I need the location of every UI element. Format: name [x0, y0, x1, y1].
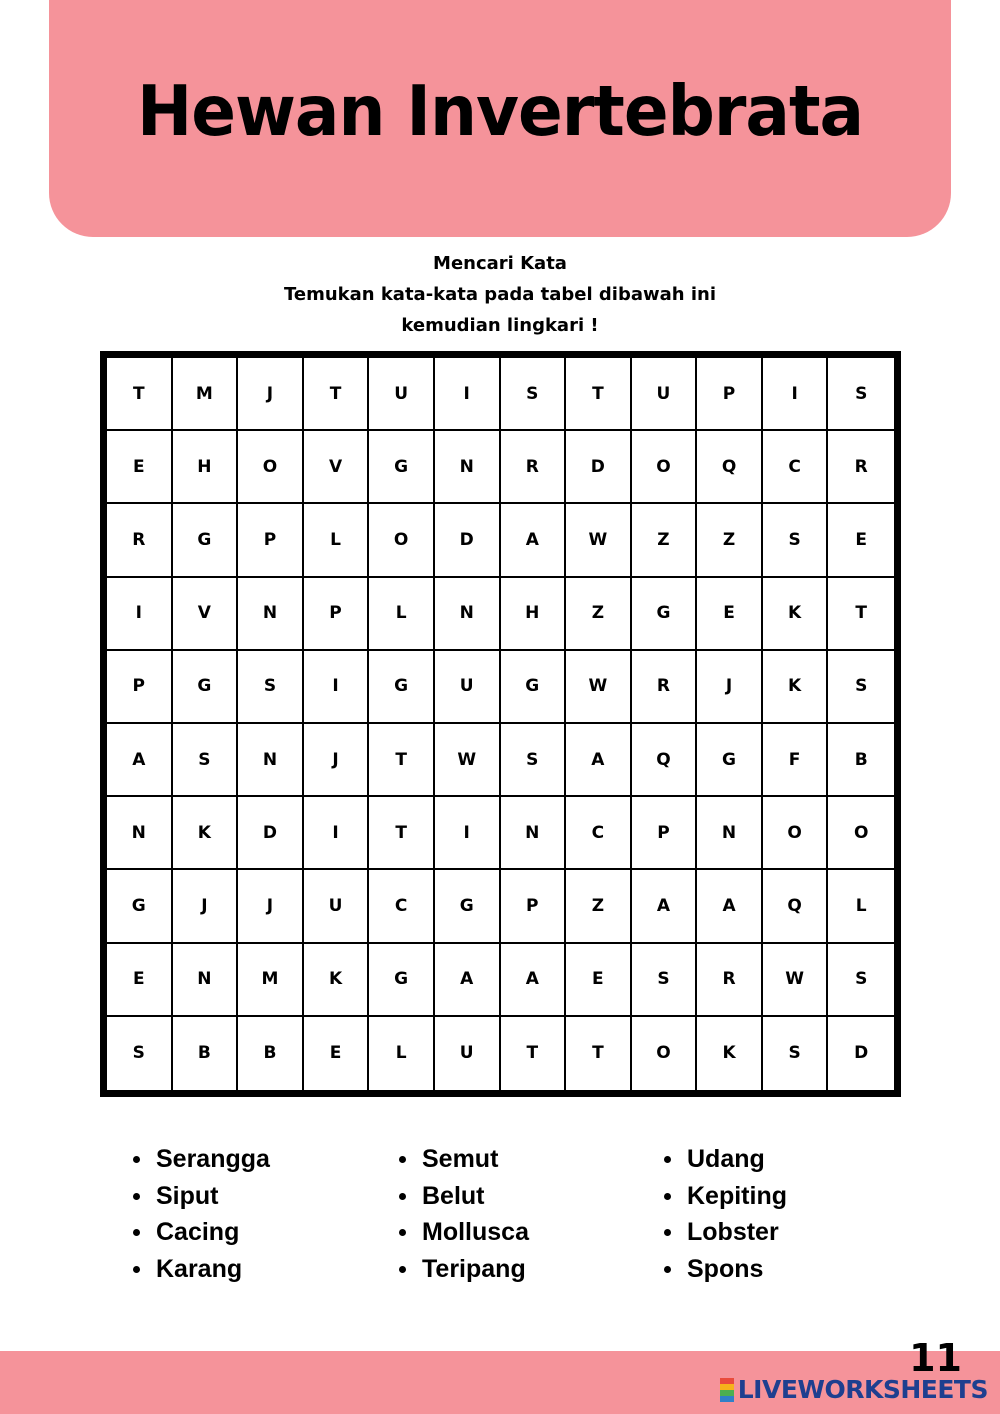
grid-cell[interactable]: G — [632, 578, 698, 651]
grid-cell[interactable]: W — [435, 724, 501, 797]
grid-cell[interactable]: N — [435, 431, 501, 504]
grid-cell[interactable]: R — [697, 944, 763, 1017]
liveworksheets-logo-icon — [720, 1378, 734, 1402]
grid-cell[interactable]: R — [501, 431, 567, 504]
grid-cell[interactable]: H — [501, 578, 567, 651]
grid-cell[interactable]: R — [632, 651, 698, 724]
word-list-column-2 — [397, 1141, 529, 1287]
word-search-grid — [100, 351, 901, 1097]
grid-cell[interactable]: W — [566, 504, 632, 577]
word-list-item: Cacing — [131, 1214, 270, 1251]
grid-cell[interactable]: H — [173, 431, 239, 504]
word-list-item: Lobster — [662, 1214, 787, 1251]
grid-cell[interactable]: O — [238, 431, 304, 504]
grid-cell[interactable]: Q — [697, 431, 763, 504]
grid-cell[interactable]: L — [369, 578, 435, 651]
grid-cell[interactable]: U — [369, 358, 435, 431]
grid-cell[interactable]: R — [107, 504, 173, 577]
grid-cell[interactable]: P — [501, 870, 567, 943]
grid-cell[interactable]: G — [173, 651, 239, 724]
instructions — [0, 248, 1000, 341]
grid-cell[interactable]: I — [435, 358, 501, 431]
grid-cell[interactable]: N — [107, 797, 173, 870]
grid-cell[interactable]: K — [173, 797, 239, 870]
grid-cell[interactable]: P — [107, 651, 173, 724]
grid-cell[interactable]: Z — [632, 504, 698, 577]
grid-cell[interactable]: E — [566, 944, 632, 1017]
grid-cell[interactable]: G — [369, 944, 435, 1017]
grid-cell[interactable]: G — [369, 431, 435, 504]
grid-cell[interactable]: A — [435, 944, 501, 1017]
grid-cell[interactable]: U — [435, 651, 501, 724]
grid-cell[interactable]: S — [763, 1017, 829, 1090]
grid-cell[interactable]: S — [501, 724, 567, 797]
grid-cell[interactable]: S — [173, 724, 239, 797]
grid-cell[interactable]: C — [566, 797, 632, 870]
grid-cell[interactable]: Q — [763, 870, 829, 943]
grid-cell[interactable]: P — [632, 797, 698, 870]
grid-cell[interactable]: J — [173, 870, 239, 943]
grid-cell[interactable]: E — [697, 578, 763, 651]
page-number: 11 — [909, 1336, 962, 1380]
grid-cell[interactable]: O — [632, 431, 698, 504]
grid-cell[interactable]: D — [238, 797, 304, 870]
grid-cell[interactable]: K — [763, 651, 829, 724]
grid-cell[interactable]: R — [828, 431, 894, 504]
grid-cell[interactable]: S — [828, 358, 894, 431]
word-list-item: Teripang — [397, 1251, 529, 1288]
grid-cell[interactable]: J — [238, 358, 304, 431]
grid-cell[interactable]: Z — [566, 578, 632, 651]
grid-cell[interactable]: C — [369, 870, 435, 943]
grid-cell[interactable]: J — [304, 724, 370, 797]
grid-cell[interactable]: O — [828, 797, 894, 870]
word-list-item: Kepiting — [662, 1178, 787, 1215]
grid-cell[interactable]: M — [173, 358, 239, 431]
grid-cell[interactable]: N — [435, 578, 501, 651]
grid-cell[interactable]: O — [369, 504, 435, 577]
word-list-column-3 — [662, 1141, 787, 1287]
grid-cell[interactable]: M — [238, 944, 304, 1017]
grid-cell[interactable]: N — [238, 724, 304, 797]
grid-cell[interactable]: K — [763, 578, 829, 651]
instructions-line-3: kemudian lingkari ! — [401, 315, 599, 336]
grid-cell[interactable]: S — [632, 944, 698, 1017]
grid-cell[interactable]: Z — [697, 504, 763, 577]
grid-cell[interactable]: O — [763, 797, 829, 870]
grid-cell[interactable]: A — [697, 870, 763, 943]
instructions-heading: Mencari Kata — [433, 253, 567, 274]
grid-cell[interactable]: G — [501, 651, 567, 724]
grid-cell[interactable]: G — [369, 651, 435, 724]
grid-cell[interactable]: D — [854, 1043, 869, 1064]
grid-cell[interactable]: W — [566, 651, 632, 724]
word-list-item: Mollusca — [397, 1214, 529, 1251]
grid-cell[interactable]: N — [501, 797, 567, 870]
grid-cell[interactable]: J — [697, 651, 763, 724]
grid-cell[interactable]: E — [107, 431, 173, 504]
brand-logo[interactable] — [720, 1375, 988, 1405]
grid-cell[interactable]: I — [304, 797, 370, 870]
grid-cell[interactable]: C — [763, 431, 829, 504]
grid-cell[interactable]: U — [435, 1017, 501, 1090]
grid-cell[interactable]: S — [238, 651, 304, 724]
grid-cell[interactable]: N — [697, 797, 763, 870]
instructions-line-2: Temukan kata-kata pada tabel dibawah ini — [283, 284, 717, 305]
grid-cell[interactable]: A — [632, 870, 698, 943]
grid-cell[interactable]: A — [566, 724, 632, 797]
page-title: Hewan Invertebrata — [136, 71, 864, 152]
grid-cell[interactable]: D — [566, 431, 632, 504]
grid-cell[interactable]: T — [107, 358, 173, 431]
word-list-item: Semut — [397, 1141, 529, 1178]
grid-cell[interactable]: Q — [632, 724, 698, 797]
grid-cell[interactable]: T — [369, 797, 435, 870]
word-list-item: Udang — [662, 1141, 787, 1178]
grid-cell[interactable]: K — [304, 944, 370, 1017]
word-list-item: Karang — [131, 1251, 270, 1288]
grid-cell[interactable]: E — [828, 504, 894, 577]
grid-cell[interactable]: G — [435, 870, 501, 943]
brand-name: LIVEWORKSHEETS — [737, 1375, 988, 1404]
grid-cell[interactable]: E — [304, 1017, 370, 1090]
grid-cell[interactable]: I — [304, 651, 370, 724]
grid-cell[interactable]: K — [697, 1017, 763, 1090]
grid-cell[interactable]: F — [763, 724, 829, 797]
grid-cell[interactable]: P — [697, 358, 763, 431]
grid-cell[interactable]: S — [828, 944, 894, 1017]
grid-cell[interactable]: T — [304, 358, 370, 431]
grid-cell[interactable]: T — [369, 724, 435, 797]
grid-cell[interactable]: N — [173, 944, 239, 1017]
grid-cell[interactable]: L — [369, 1017, 435, 1090]
word-list-item: Belut — [397, 1178, 529, 1215]
word-list-item: Serangga — [131, 1141, 270, 1178]
grid-cell[interactable]: V — [304, 431, 370, 504]
grid-cell[interactable]: I — [763, 358, 829, 431]
grid-cell[interactable]: B — [173, 1017, 239, 1090]
grid-cell[interactable]: T — [566, 1017, 632, 1090]
grid-cell[interactable]: S — [828, 651, 894, 724]
grid-cell[interactable]: B — [828, 724, 894, 797]
grid-cell[interactable]: A — [501, 504, 567, 577]
word-list-item: Siput — [131, 1178, 270, 1215]
grid-cell[interactable]: B — [238, 1017, 304, 1090]
grid-cell[interactable]: P — [238, 504, 304, 577]
grid-cell[interactable]: W — [763, 944, 829, 1017]
grid-cell[interactable]: V — [173, 578, 239, 651]
grid-cell[interactable]: T — [828, 578, 894, 651]
grid-cells — [107, 358, 894, 1090]
grid-cell[interactable]: L — [304, 504, 370, 577]
logo-stripe — [720, 1396, 734, 1402]
word-list-item: Spons — [662, 1251, 787, 1288]
grid-cell[interactable]: Z — [566, 870, 632, 943]
grid-cell[interactable]: G — [173, 504, 239, 577]
grid-cell[interactable]: T — [566, 358, 632, 431]
grid-cell[interactable]: O — [632, 1017, 698, 1090]
grid-cell[interactable]: I — [435, 797, 501, 870]
word-list-column-1 — [131, 1141, 270, 1287]
grid-cell[interactable]: G — [697, 724, 763, 797]
grid-cell[interactable]: E — [107, 944, 173, 1017]
grid-cell[interactable]: D — [435, 504, 501, 577]
grid-cell[interactable]: N — [238, 578, 304, 651]
grid-cell[interactable]: S — [763, 504, 829, 577]
grid-cell[interactable]: L — [828, 870, 894, 943]
grid-cell[interactable]: S — [501, 358, 567, 431]
grid-cell[interactable]: J — [238, 870, 304, 943]
grid-cell[interactable]: S — [107, 1017, 173, 1090]
grid-cell[interactable]: T — [501, 1017, 567, 1090]
grid-cell[interactable]: P — [304, 578, 370, 651]
grid-cell[interactable]: U — [304, 870, 370, 943]
grid-cell[interactable]: A — [501, 944, 567, 1017]
grid-cell[interactable]: A — [107, 724, 173, 797]
grid-cell[interactable]: I — [107, 578, 173, 651]
grid-cell[interactable]: U — [632, 358, 698, 431]
grid-cell[interactable]: G — [107, 870, 173, 943]
